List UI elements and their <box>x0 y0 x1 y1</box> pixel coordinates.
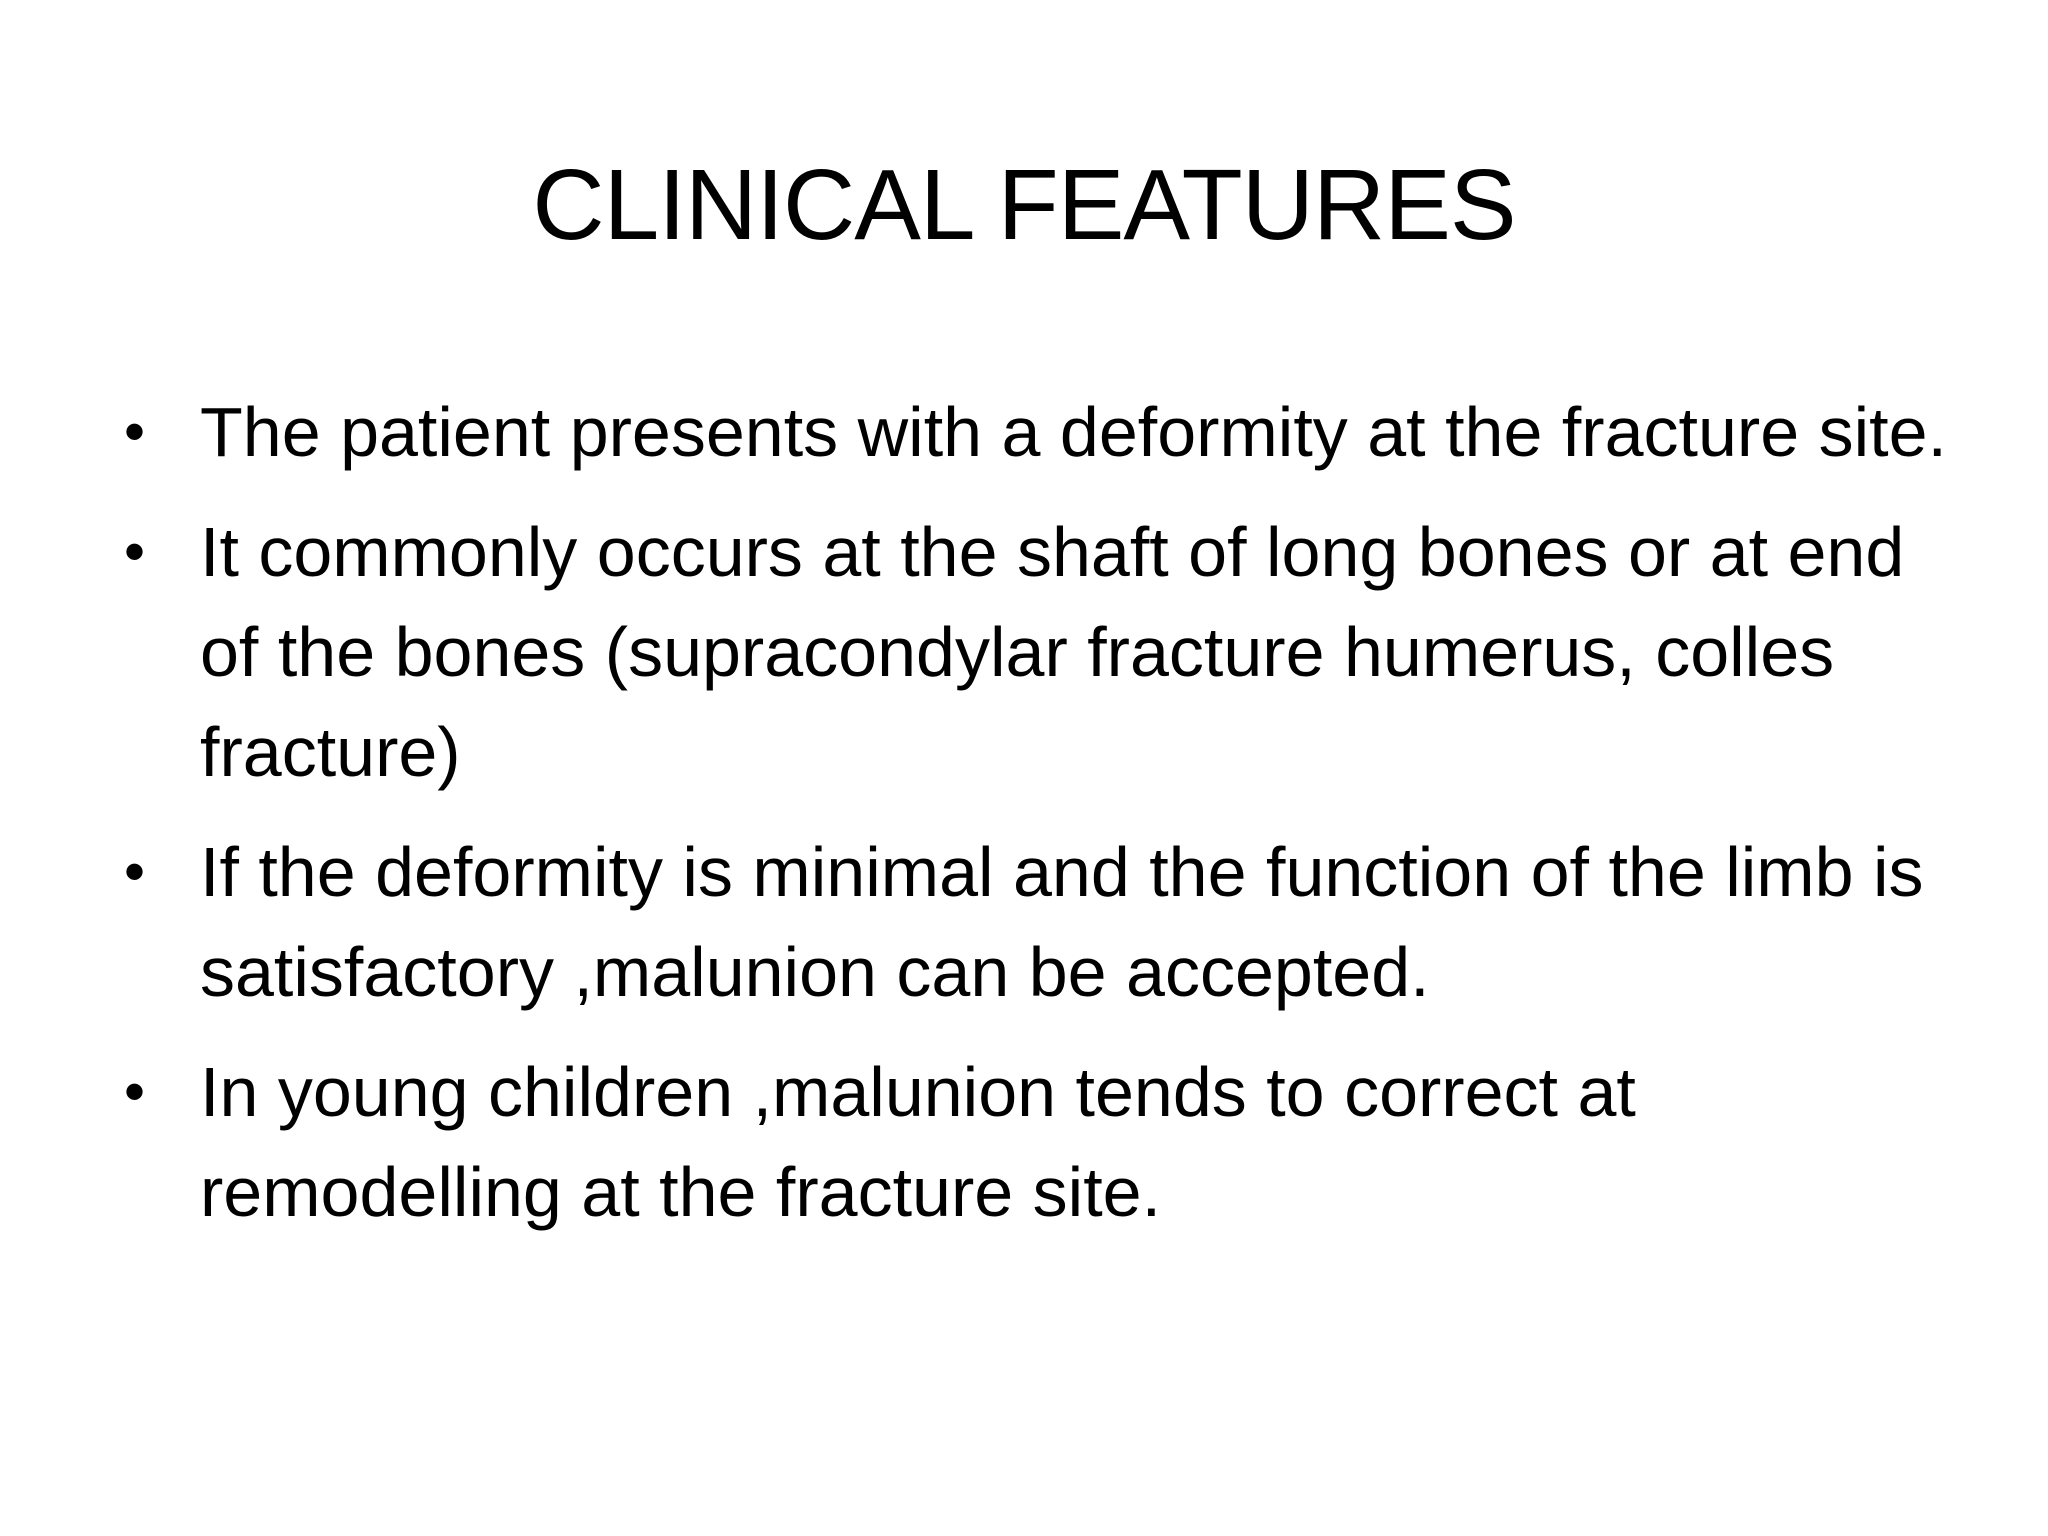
bullet-list <box>124 382 1960 1262</box>
bullet-item-4 <box>124 1042 1960 1242</box>
bullet-item-3 <box>124 822 1960 1022</box>
bullet-icon: • <box>124 1058 146 1125</box>
bullet-icon: • <box>124 398 146 465</box>
bullet-item-1 <box>124 382 1960 482</box>
slide-title: CLINICAL FEATURES <box>532 149 1516 261</box>
bullet-text: It commonly occurs at the shaft of long bones or at end of the bones (supracondylar fracture humerus, colles fracture) <box>200 513 1905 791</box>
bullet-text: The patient presents with a deformity at the fracture site. <box>200 393 1947 471</box>
bullet-item-2 <box>124 502 1960 802</box>
bullet-text: In young children ,malunion tends to correct at remodelling at the fracture site. <box>200 1053 1636 1231</box>
bullet-icon: • <box>124 838 146 905</box>
bullet-text: If the deformity is minimal and the function of the limb is satisfactory ,malunion can be accepted. <box>200 833 1924 1011</box>
bullet-icon: • <box>124 518 146 585</box>
